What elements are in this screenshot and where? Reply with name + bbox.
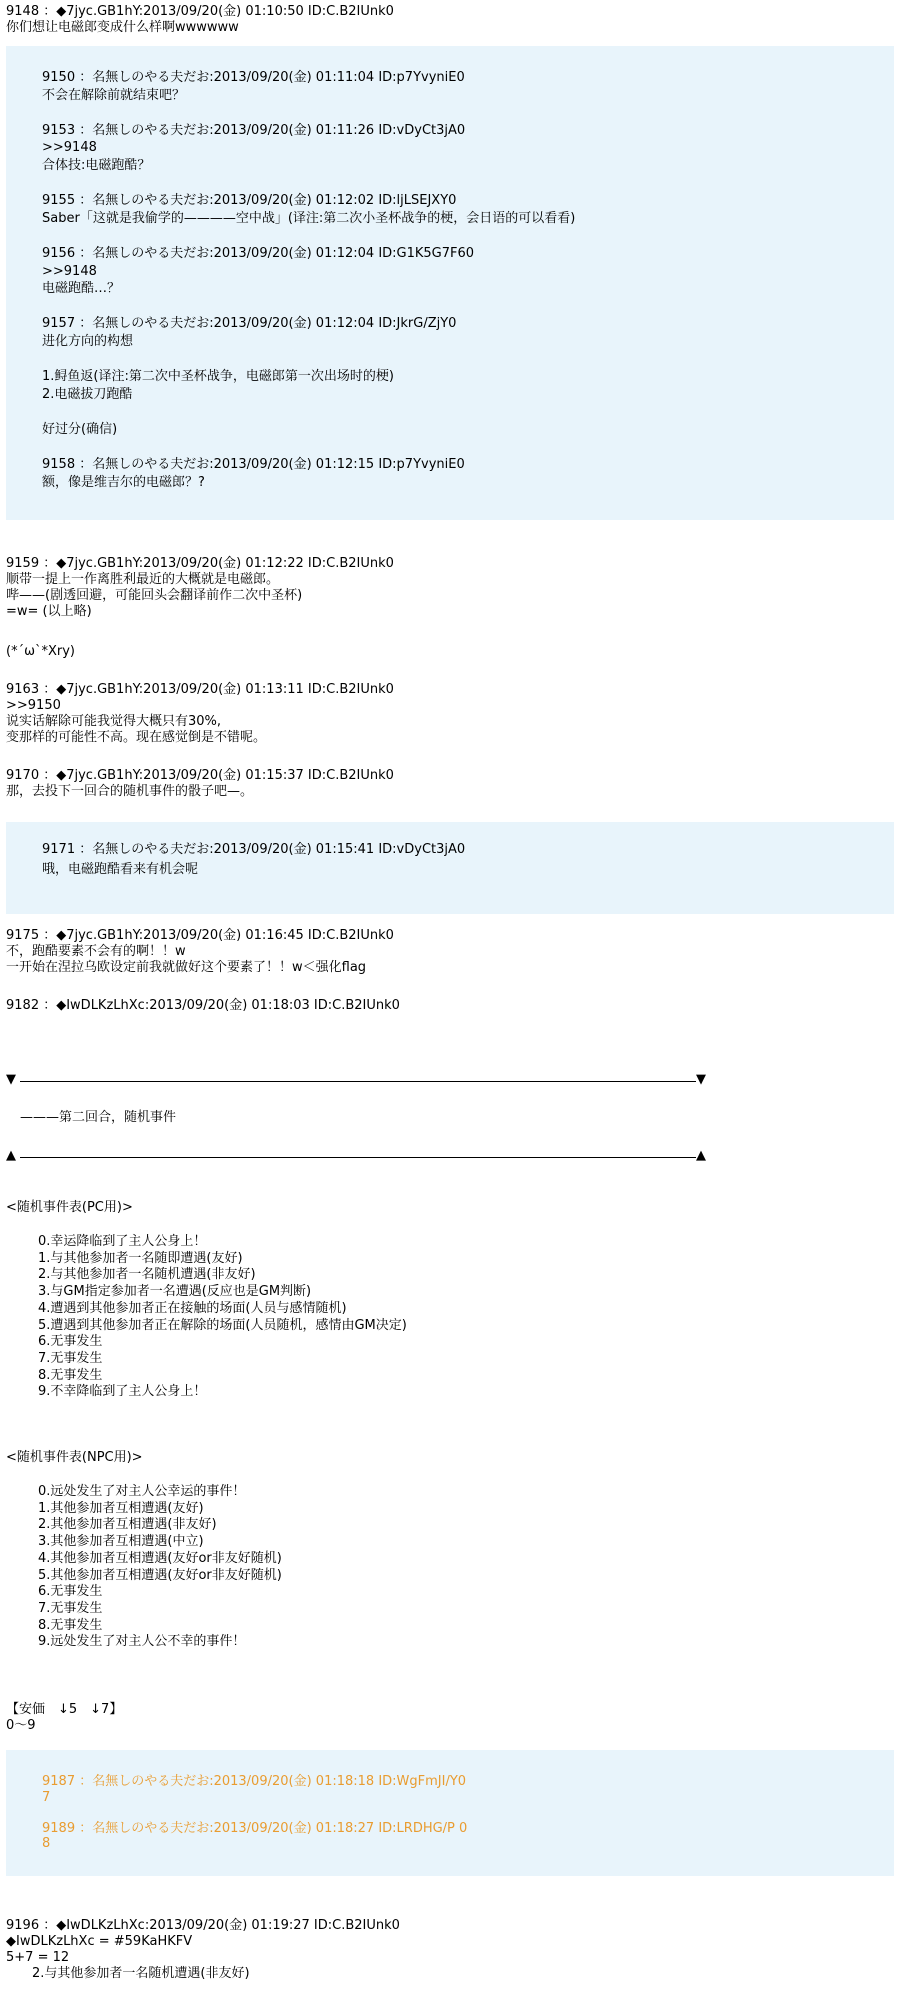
arrow-up-right-icon: ▲: [696, 1148, 706, 1163]
anka-range: 0～9: [6, 1718, 36, 1733]
post-header: 9175 ：◆7jyc.GB1hY:2013/09/20(金) 01:16:45 ID:C.B2IUnk0: [6, 928, 394, 943]
text-line: 哦，电磁跑酷看来有机会呢: [42, 862, 199, 877]
post-header: 9163 ：◆7jyc.GB1hY:2013/09/20(金) 01:13:11 ID:C.B2IUnk0: [6, 682, 394, 697]
quote-box: [6, 1750, 894, 1876]
text-line: 额，像是维吉尔的电磁郎？?: [42, 474, 205, 490]
post-body-line: >>9150: [6, 698, 61, 713]
text-line: 进化方向的构想: [42, 334, 134, 349]
text-line: 3.与GM指定参加者一名遭遇(反应也是GM判断): [38, 1284, 312, 1300]
text-line: 8: [42, 1836, 51, 1851]
post-body-line: 变那样的可能性不高。现在感觉倒是不错呢。: [6, 730, 267, 745]
post-body-line: 2.与其他参加者一名随机遭遇(非友好): [6, 1966, 250, 1981]
text-line: 9189 ：名無しのやる夫だお:2013/09/20(金) 01:18:27 ID:LRDHG/P 0: [42, 1820, 468, 1836]
text-line: 电磁跑酷…？: [42, 281, 121, 297]
text-line: 0.幸运降临到了主人公身上！: [38, 1234, 207, 1249]
text-line: 4.其他参加者互相遭遇(友好or非友好随机): [38, 1550, 282, 1566]
text-line: >>9148: [42, 140, 97, 156]
text-line: 7: [42, 1789, 51, 1805]
arrow-down-right-icon: ▼: [696, 1072, 706, 1087]
text-line: 9187 ：名無しのやる夫だお:2013/09/20(金) 01:18:18 ID:WgFmJI/Y0: [42, 1774, 467, 1789]
post-header: 9148 ：◆7jyc.GB1hY:2013/09/20(金) 01:10:50 ID:C.B2IUnk0: [6, 4, 394, 19]
text-line: >>9148: [42, 263, 97, 279]
post-body-line: 不，跑酷要素不会有的啊！！w: [6, 944, 186, 959]
text-line: 8.无事发生: [38, 1367, 103, 1383]
post-body-line: 5+7 = 12: [6, 1950, 70, 1965]
text-line: 6.无事发生: [38, 1334, 103, 1350]
text-line: 7.无事发生: [38, 1600, 103, 1616]
post-header: 9170 ：◆7jyc.GB1hY:2013/09/20(金) 01:15:37 ID:C.B2IUnk0: [6, 768, 394, 783]
text-line: 1.与其他参加者一名随即遭遇(友好): [38, 1250, 243, 1266]
text-line: 5.其他参加者互相遭遇(友好or非友好随机): [38, 1567, 282, 1583]
divider-line: [20, 1081, 696, 1082]
text-line: 5.遭遇到其他参加者正在解除的场面(人员随机，感情由GM决定): [38, 1317, 407, 1333]
text-line: 9157 ：名無しのやる夫だお:2013/09/20(金) 01:12:04 ID:JkrG/ZjY0: [42, 316, 457, 332]
post-body-line: 哔——(剧透回避，可能回头会翻译前作二次中圣杯): [6, 588, 303, 603]
divider-line: [20, 1157, 696, 1158]
pc-table-title: <随机事件表(PC用)>: [6, 1200, 133, 1215]
text-line: 7.无事发生: [38, 1350, 103, 1366]
text-line: 1.鲟鱼返(译注:第二次中圣杯战争，电磁郎第一次出场时的梗): [42, 369, 394, 385]
text-line: 9.不幸降临到了主人公身上！: [38, 1384, 207, 1400]
text-line: 合体技:电磁跑酷？: [42, 158, 151, 173]
text-line: 2.其他参加者互相遭遇(非友好): [38, 1517, 217, 1533]
post-body-line: =w= (以上略): [6, 604, 92, 619]
text-line: 9155 ：名無しのやる夫だお:2013/09/20(金) 01:12:02 ID:ljLSEJXY0: [42, 193, 457, 209]
post-body-line: 那，去投下一回合的随机事件的骰子吧—。: [6, 784, 254, 799]
text-line: 6.无事发生: [38, 1584, 103, 1600]
text-line: 1.其他参加者互相遭遇(友好): [38, 1500, 204, 1516]
event-banner-title: ———第二回合，随机事件: [20, 1110, 177, 1125]
post-header: 9196 ：◆IwDLKzLhXc:2013/09/20(金) 01:19:27 ID:C.B2IUnk0: [6, 1918, 400, 1933]
text-line: 9150 ：名無しのやる夫だお:2013/09/20(金) 01:11:04 ID:p7YvyniE0: [42, 70, 465, 85]
arrow-down-left-icon: ▼: [6, 1072, 16, 1087]
post-body-line: ◆IwDLKzLhXc = #59KaHKFV: [6, 1934, 193, 1949]
text-line: Saber「这就是我偷学的————空中战」(译注:第二次小圣杯战争的梗，会日语的可以看看): [42, 210, 576, 226]
text-line: 3.其他参加者互相遭遇(中立): [38, 1534, 204, 1550]
text-line: 9153 ：名無しのやる夫だお:2013/09/20(金) 01:11:26 ID:vDyCt3jA0: [42, 122, 466, 138]
text-line: 2.电磁拔刀跑酷: [42, 386, 133, 402]
post-body-line: 顺带一提上一作离胜利最近的大概就是电磁郎。: [6, 572, 280, 587]
text-line: 9.远处发生了对主人公不幸的事件！: [38, 1634, 246, 1650]
post-header: 9159 ：◆7jyc.GB1hY:2013/09/20(金) 01:12:22 ID:C.B2IUnk0: [6, 556, 394, 571]
text-line: 9156 ：名無しのやる夫だお:2013/09/20(金) 01:12:04 ID:G1K5G7F60: [42, 246, 475, 261]
text-line: 不会在解除前就结束吧？: [42, 87, 186, 103]
text-line: 4.遭遇到其他参加者正在接触的场面(人员与感情随机): [38, 1300, 347, 1316]
text-line: 9158 ：名無しのやる夫だお:2013/09/20(金) 01:12:15 ID:p7YvyniE0: [42, 457, 465, 473]
text-line: 好过分(确信): [42, 422, 118, 437]
text-line: 2.与其他参加者一名随机遭遇(非友好): [38, 1267, 256, 1283]
text-line: 0.远处发生了对主人公幸运的事件！: [38, 1484, 246, 1499]
anka-line: 【安価 ↓5 ↓7】: [6, 1702, 123, 1717]
npc-table-title: <随机事件表(NPC用)>: [6, 1450, 143, 1465]
post-body-line: 说实话解除可能我觉得大概只有30%,: [6, 714, 222, 729]
text-line: 8.无事发生: [38, 1617, 103, 1633]
post-body-line: (*´ω`*Xry): [6, 644, 75, 659]
quote-box: [6, 46, 894, 520]
post-body-line: 一开始在涅拉乌欧设定前我就做好这个要素了！！w＜强化flag: [6, 960, 367, 975]
text-line: 9171 ：名無しのやる夫だお:2013/09/20(金) 01:15:41 ID:vDyCt3jA0: [42, 842, 466, 857]
post-header: 9182 ：◆IwDLKzLhXc:2013/09/20(金) 01:18:03 ID:C.B2IUnk0: [6, 998, 400, 1013]
post-body-line: 你们想让电磁郎变成什么样啊wwwwww: [6, 20, 239, 35]
arrow-up-left-icon: ▲: [6, 1148, 16, 1163]
